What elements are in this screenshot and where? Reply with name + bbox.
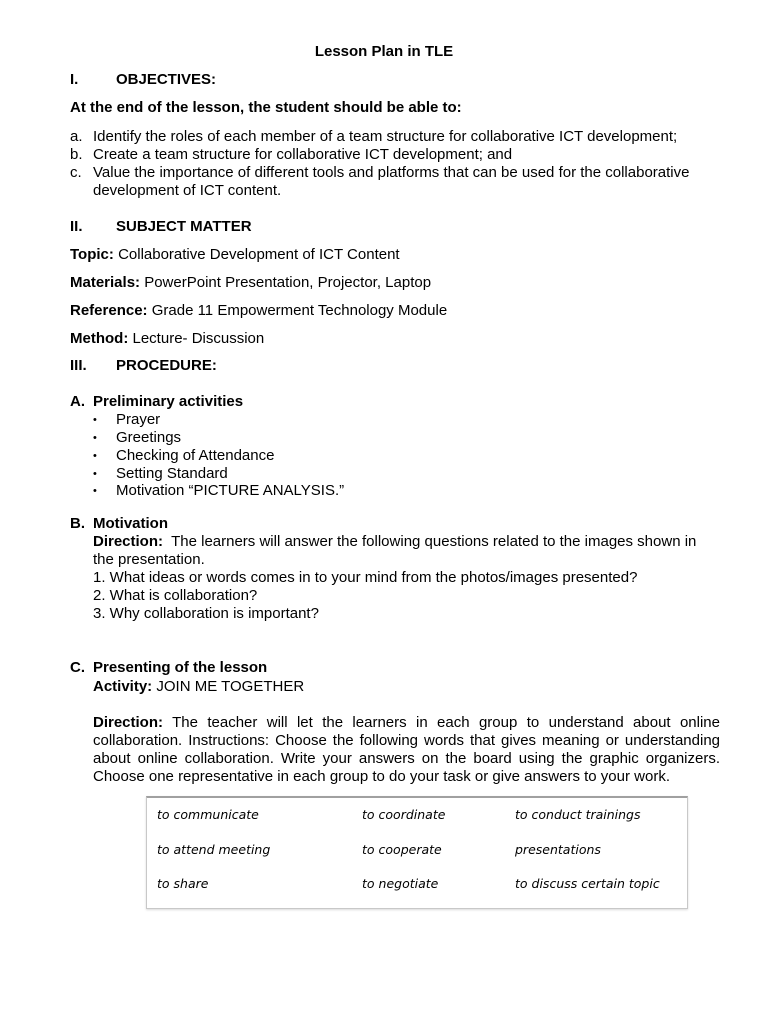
objective-letter-c: c. <box>70 164 82 181</box>
objectives-numeral: I. <box>70 71 79 88</box>
word-cell: to attend meeting <box>157 842 271 857</box>
list-item: Checking of Attendance <box>116 447 275 464</box>
activity-line <box>93 678 304 696</box>
presenting-direction <box>93 714 720 786</box>
method-label: Method: <box>70 330 129 347</box>
objective-text-c: Value the importance of different tools and platforms that can be used for the collaborative development of ICT content. <box>93 164 690 199</box>
section-c-heading: Presenting of the lesson <box>93 659 268 676</box>
word-cell: to share <box>157 876 209 891</box>
direction-label: Direction: <box>93 533 164 550</box>
subject-matter-numeral: II. <box>70 218 83 235</box>
method-field <box>70 330 264 348</box>
section-a-letter: A. <box>70 393 85 410</box>
word-cell: presentations <box>515 842 601 857</box>
direction-label: Direction: <box>93 714 164 731</box>
direction-text-cont: the presentation. <box>93 551 205 568</box>
bullet-icon: • <box>93 468 97 480</box>
word-cell: to cooperate <box>362 842 442 857</box>
list-item: Motivation “PICTURE ANALYSIS.” <box>116 482 345 499</box>
objective-letter-a: a. <box>70 128 83 145</box>
procedure-heading: PROCEDURE: <box>116 357 217 374</box>
word-table <box>146 796 688 909</box>
objectives-heading: OBJECTIVES: <box>116 71 217 88</box>
section-c-letter: C. <box>70 659 85 676</box>
reference-label: Reference: <box>70 302 148 319</box>
activity-value: JOIN ME TOGETHER <box>156 678 305 695</box>
word-cell: to negotiate <box>362 876 439 891</box>
word-cell: to conduct trainings <box>515 807 641 822</box>
question-item: 3. Why collaboration is important? <box>93 605 319 622</box>
word-cell: to coordinate <box>362 807 446 822</box>
reference-field <box>70 302 447 320</box>
list-item: Setting Standard <box>116 465 228 482</box>
materials-value: PowerPoint Presentation, Projector, Laptop <box>144 274 432 291</box>
objective-text-b: Create a team structure for collaborative ICT development; and <box>93 146 513 163</box>
procedure-numeral: III. <box>70 357 87 374</box>
list-item: Greetings <box>116 429 182 446</box>
section-b-heading: Motivation <box>93 515 168 532</box>
bullet-icon: • <box>93 485 97 497</box>
page-title: Lesson Plan in TLE <box>314 43 454 60</box>
topic-value: Collaborative Development of ICT Content <box>118 246 400 263</box>
topic-label: Topic: <box>70 246 114 263</box>
motivation-direction <box>93 533 719 551</box>
question-item: 2. What is collaboration? <box>93 587 258 604</box>
word-cell: to communicate <box>157 807 259 822</box>
objectives-intro: At the end of the lesson, the student should be able to: <box>70 99 462 116</box>
method-value: Lecture- Discussion <box>132 330 265 347</box>
topic-field <box>70 246 400 264</box>
section-a-heading: Preliminary activities <box>93 393 244 410</box>
materials-label: Materials: <box>70 274 141 291</box>
question-item: 1. What ideas or words comes in to your mind from the photos/images presented? <box>93 569 638 586</box>
activity-label: Activity: <box>93 678 153 695</box>
subject-matter-heading: SUBJECT MATTER <box>116 218 252 235</box>
word-cell: to discuss certain topic <box>515 876 660 891</box>
direction-text: The learners will answer the following questions related to the images shown in <box>171 533 697 550</box>
objective-text-a: Identify the roles of each member of a team structure for collaborative ICT development; <box>93 128 678 145</box>
bullet-icon: • <box>93 414 97 426</box>
section-b-letter: B. <box>70 515 85 532</box>
objective-letter-b: b. <box>70 146 83 163</box>
materials-field <box>70 274 431 292</box>
list-item: Prayer <box>116 411 161 428</box>
bullet-icon: • <box>93 450 97 462</box>
direction-text: The teacher will let the learners in each group to understand about online collaboration. Instructions: Choose the following words that gives meaning or understanding about online collaboration. Write your answers on the board using the graphic organizers. Choose one representative in each group to do your task or give answers to your work. <box>93 714 720 785</box>
bullet-icon: • <box>93 432 97 444</box>
reference-value: Grade 11 Empowerment Technology Module <box>151 302 448 319</box>
